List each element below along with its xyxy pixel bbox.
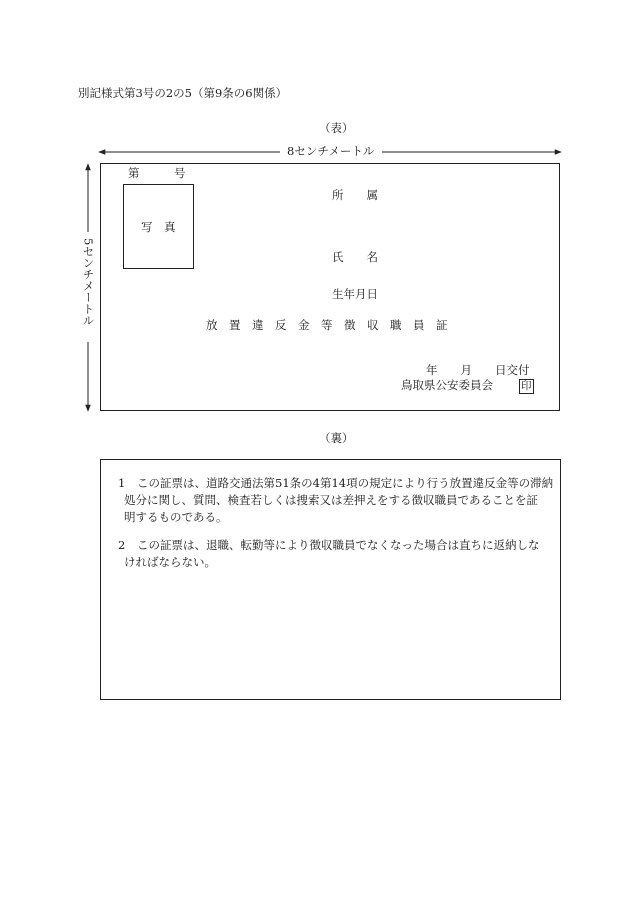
item1-line2: 処分に関し、質問、検査若しくは捜索又は差押えをする徴収職員であることを証 [124,493,538,507]
issuer: 鳥取県公安委員会 [401,378,493,392]
card-title: 放 置 違 反 金 等 徴 収 職 員 証 [206,318,448,332]
width-dimension-label: 8センチメートル [287,144,375,158]
item1-number: 1 [118,476,126,490]
seal-mark: 印 [521,380,532,392]
item1-line1: この証票は、道路交通法第51条の4第14項の規定により行う放置違反金等の滞納 [137,476,554,490]
number-label: 第 号 [128,166,186,180]
item2-line1: この証票は、退職、転勤等により徴収職員でなくなった場合は直ちに返納しな [137,538,540,552]
item2-number: 2 [118,538,126,552]
photo-box [123,184,194,269]
front-section-label: （表） [319,121,354,135]
name-label: 氏 名 [332,250,378,264]
birthdate-label: 生年月日 [332,287,378,301]
item2-line2: ければならない。 [124,555,216,569]
back-section-label: （裏） [319,431,354,445]
item1-line3: 明するものである。 [124,510,228,524]
affiliation-label: 所 属 [332,188,378,202]
photo-label: 写 真 [141,220,176,234]
height-dimension-label: 5センチメートル [81,238,96,326]
issue-date-label: 年 月 日交付 [426,363,530,377]
form-title: 別記様式第3号の2の5（第9条の6関係） [78,86,288,100]
